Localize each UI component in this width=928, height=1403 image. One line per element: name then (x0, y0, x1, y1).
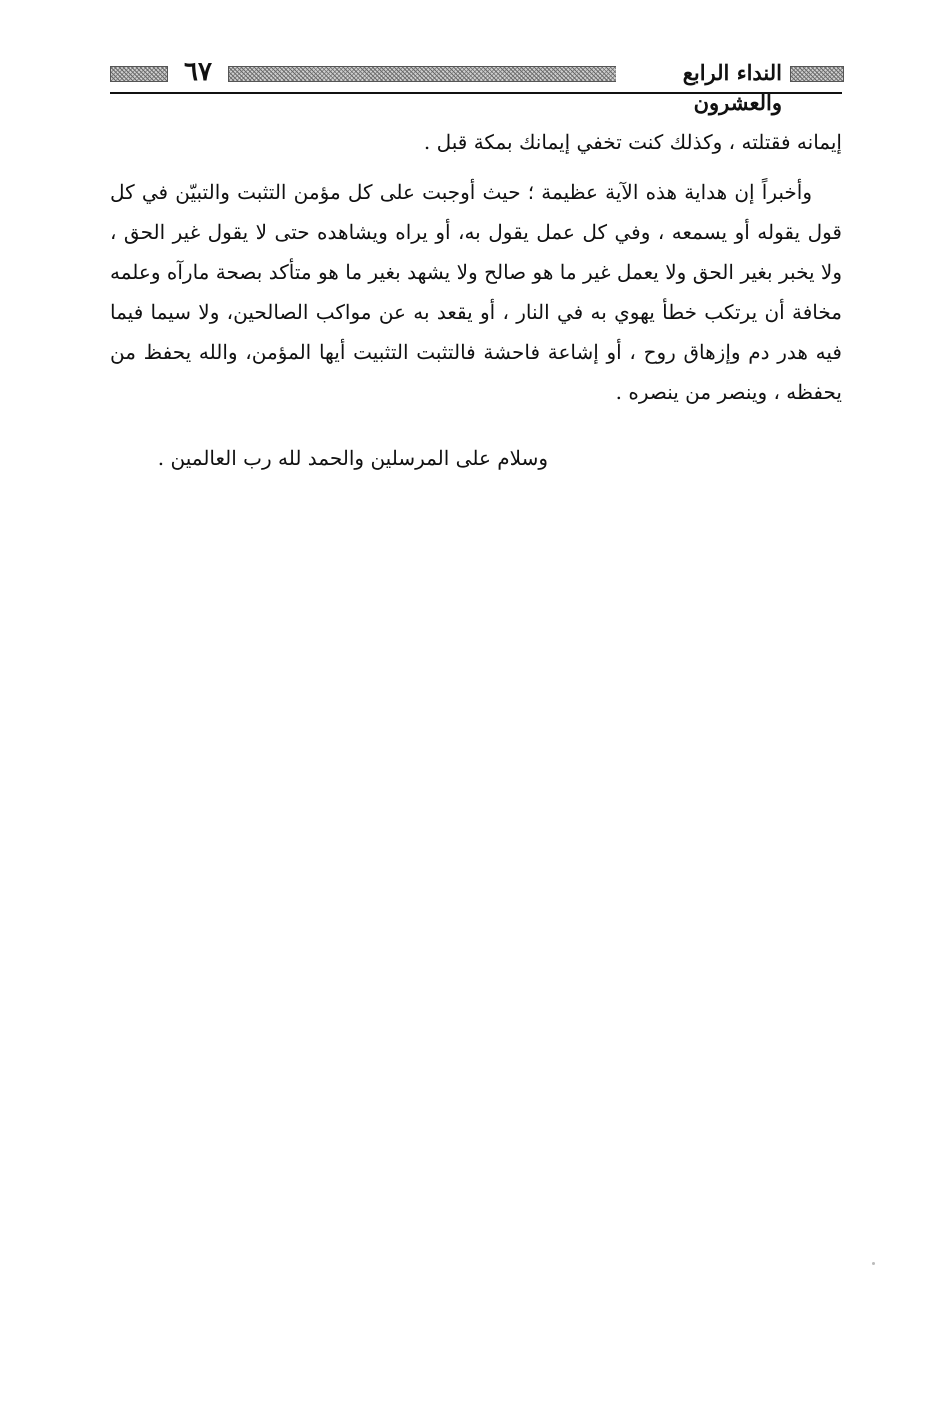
closing-line: وسلام على المرسلين والحمد لله رب العالمين . (157, 446, 548, 470)
page-number: ٦٧ (170, 56, 226, 88)
running-header (110, 57, 844, 115)
paragraph-1: إيمانه فقتلته ، وكذلك كنت تخفي إيمانك بمكة قبل . (423, 130, 842, 154)
header-ornament-band-right (790, 66, 844, 82)
header-ornament-band-left (110, 66, 168, 82)
header-rule (110, 92, 842, 94)
body-text (110, 122, 842, 412)
chapter-title: النداء الرابع والعشرون (616, 58, 788, 118)
scan-speck (872, 1262, 875, 1265)
paragraph-2: وأخبراً إن هداية هذه الآية عظيمة ؛ حيث أوجبت على كل مؤمن التثبت والتبيّن في كل قول يقوله أو يسمعه ، وفي كل عمل يقول به، أو يراه ويشاهده حتى لا يقول غير الحق ، ولا يخبر بغير الحق ولا يعمل غير ما هو صالح ولا يشهد بغير ما هو متأكد بصحة مارآه وعلمه مخافة أن يرتكب خطأ يهوي به في النار ، أو يقعد به عن مواكب الصالحين، ولا سيما فيما فيه هدر دم وإزهاق روح ، أو إشاعة فاحشة فالتثبت التثبيت أيها المؤمن، والله يحفظ من يحفظه ، وينصر من ينصره . (110, 180, 842, 404)
